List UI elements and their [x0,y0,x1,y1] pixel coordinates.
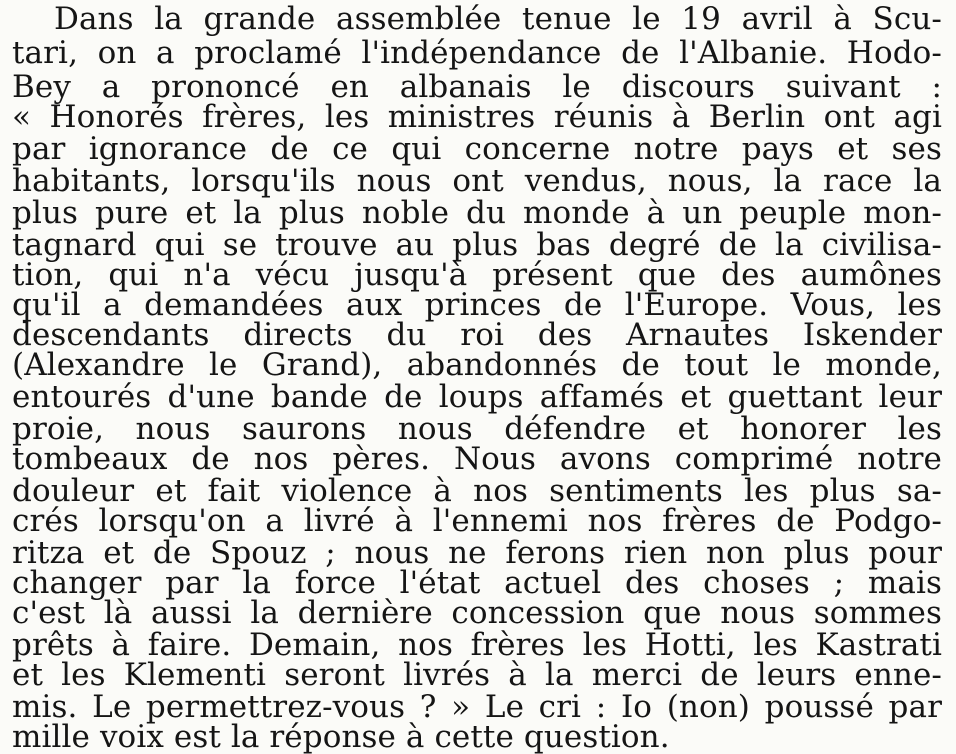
text-line: tombeaux de nos pères. Nous avons comprimé notre [12,441,942,477]
text-line: plus pure et la plus noble du monde à un peuple mon- [12,195,942,231]
text-line: (Alexandre le Grand), abandonnés de tout le monde, [12,347,942,383]
text-line: tagnard qui se trouve au plus bas degré de la civilisa- [12,227,942,263]
text-line: changer par la force l'état actuel des choses ; mais [12,565,942,601]
text-line: crés lorsqu'on a livré à l'ennemi nos frères de Podgo- [12,503,942,539]
text-line: et les Klementi seront livrés à la merci de leurs enne- [12,657,942,693]
text-line: douleur et fait violence à nos sentiments les plus sa- [12,473,942,509]
article-text [12,2,942,754]
text-line: mis. Le permettrez-vous ? » Le cri : Io (non) poussé par [12,689,942,725]
text-line: entourés d'une bande de loups affamés et guettant leur [12,379,942,415]
text-line: tion, qui n'a vécu jusqu'à présent que des aumônes [12,257,942,293]
text-line: qu'il a demandées aux princes de l'Europe. Vous, les [12,287,942,323]
text-line: habitants, lorsqu'ils nous ont vendus, nous, la race la [12,163,942,199]
text-line: ritza et de Spouz ; nous ne ferons rien non plus pour [12,535,942,571]
text-line: descendants directs du roi des Arnautes Iskender [12,317,942,353]
text-line: par ignorance de ce qui concerne notre pays et ses [12,131,942,167]
text-line: « Honorés frères, les ministres réunis à Berlin ont agi [12,99,942,135]
text-line: prêts à faire. Demain, nos frères les Hotti, les Kastrati [12,627,942,663]
text-line: mille voix est la réponse à cette question. [12,719,670,754]
text-line: Dans la grande assemblée tenue le 19 avril à Scu- [54,2,942,37]
text-line: proie, nous saurons nous défendre et honorer les [12,411,942,447]
text-line: tari, on a proclamé l'indépendance de l'Albanie. Hodo- [12,35,942,71]
text-line: Bey a prononcé en albanais le discours suivant : [12,69,942,105]
text-line: c'est là aussi la dernière concession que nous sommes [12,595,942,631]
